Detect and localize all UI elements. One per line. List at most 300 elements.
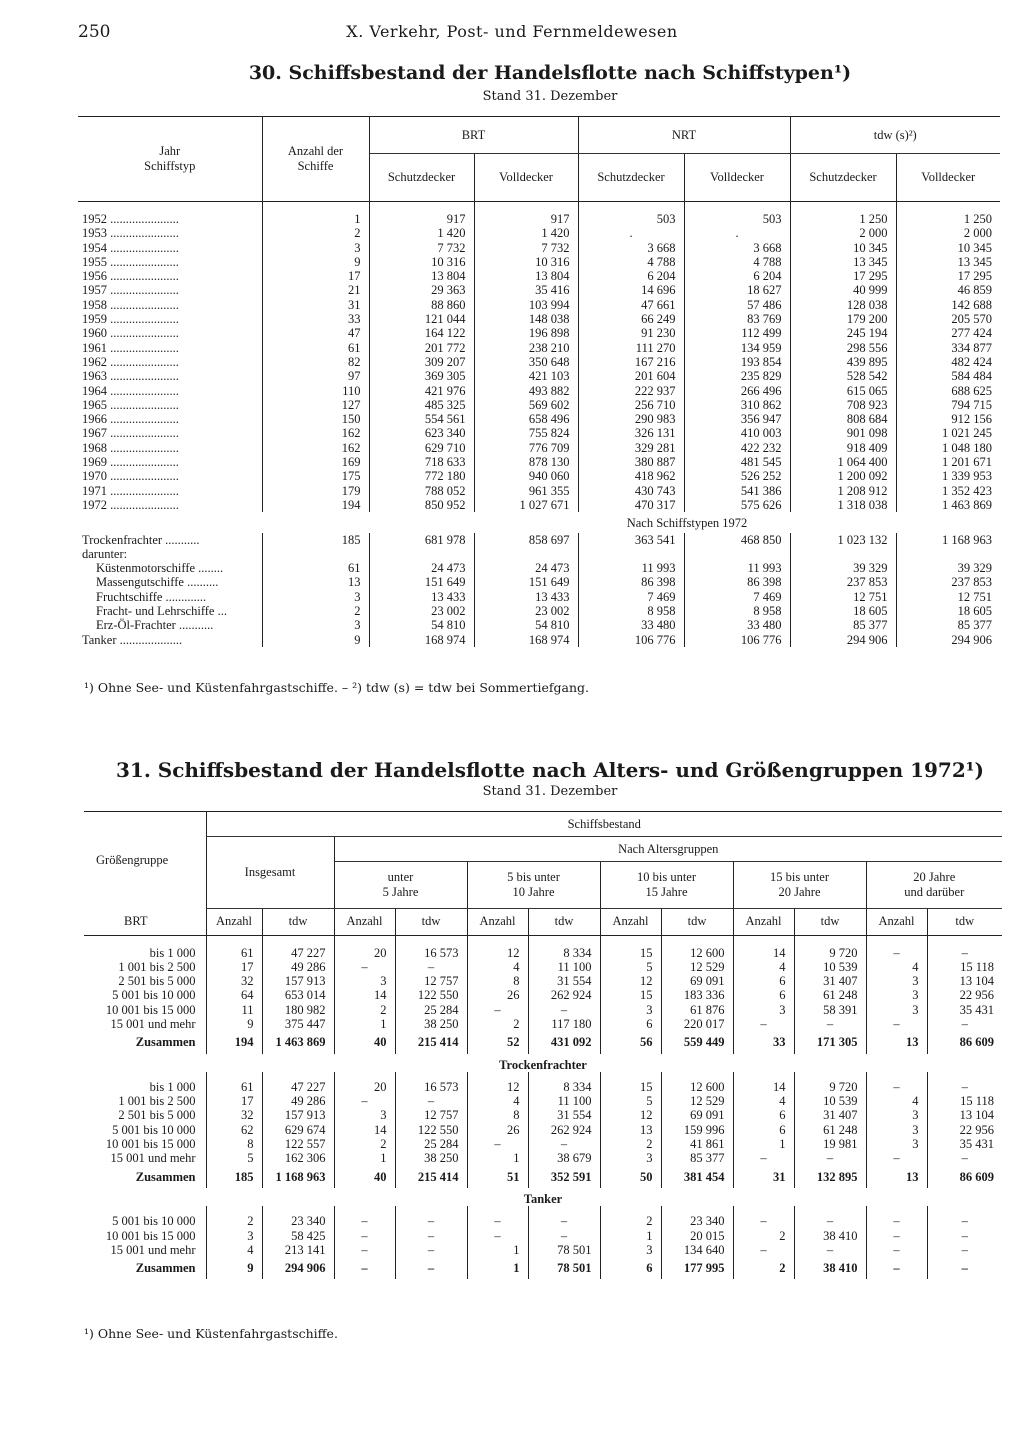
- row-label: 1962 ......................: [82, 354, 179, 369]
- table-row: [84, 1151, 1002, 1165]
- table-cell: 245 194: [790, 326, 896, 340]
- table-cell: 85 377: [896, 618, 1000, 632]
- table-cell: –: [927, 1206, 1002, 1228]
- table-cell: 9: [206, 1257, 262, 1279]
- table-cell: 11 993: [684, 561, 790, 575]
- table-cell: –: [395, 1257, 467, 1279]
- table-cell: 1 048 180: [896, 441, 1000, 455]
- row-label: 15 001 und mehr: [110, 1242, 196, 1257]
- table-cell: –: [866, 1243, 927, 1257]
- table-cell: 615 065: [790, 384, 896, 398]
- table-cell: 49 286: [262, 960, 334, 974]
- table-cell: 12 529: [661, 960, 733, 974]
- table-cell: –: [927, 935, 1002, 960]
- row-label: 5 001 bis 10 000: [112, 1122, 196, 1137]
- table-row: [78, 326, 1000, 340]
- table-cell: 9: [262, 255, 369, 269]
- table-cell: 134 959: [684, 341, 790, 355]
- row-label: Fracht- und Lehrschiffe ...: [96, 604, 227, 619]
- table-row: [84, 1108, 1002, 1122]
- table-cell: 157 913: [262, 974, 334, 988]
- table-row: [84, 1017, 1002, 1031]
- row-label: 1955 ......................: [82, 254, 179, 269]
- table-total-row: [84, 1257, 1002, 1279]
- row-label: Massengutschiffe ..........: [96, 575, 219, 590]
- table-cell: 1 201 671: [896, 455, 1000, 469]
- table-cell: 1 420: [474, 226, 578, 240]
- table-row: [78, 341, 1000, 355]
- table-cell: 2 000: [790, 226, 896, 240]
- t31-head-tdw: tdw: [927, 909, 1002, 936]
- table-cell: –: [927, 1072, 1002, 1094]
- table-cell: 185: [206, 1166, 262, 1188]
- table-cell: 13 104: [927, 974, 1002, 988]
- table-cell: 9 720: [794, 1072, 866, 1094]
- table-cell: 62: [206, 1123, 262, 1137]
- table-cell: –: [395, 1229, 467, 1243]
- table-cell: 262 924: [528, 988, 600, 1002]
- table-row: [78, 575, 1000, 589]
- table-cell: 180 982: [262, 1003, 334, 1017]
- table-cell: 51: [467, 1166, 528, 1188]
- table-cell: 262 924: [528, 1123, 600, 1137]
- table-cell: 356 947: [684, 412, 790, 426]
- table-row: [78, 226, 1000, 240]
- table-row: [78, 283, 1000, 297]
- table-cell: –: [927, 1243, 1002, 1257]
- row-label: 1 001 bis 2 500: [118, 959, 196, 974]
- table-row: [78, 590, 1000, 604]
- table-cell: 83 769: [684, 312, 790, 326]
- table-cell: 4: [733, 960, 794, 974]
- table-cell: 4: [866, 960, 927, 974]
- row-label: 1960 ......................: [82, 326, 179, 341]
- table-row: [78, 241, 1000, 255]
- table-cell: –: [395, 960, 467, 974]
- table-cell: 294 906: [896, 633, 1000, 647]
- table-cell: 179: [262, 484, 369, 498]
- table-cell: 24 473: [369, 561, 474, 575]
- table-row: [78, 202, 1000, 227]
- table-cell: 503: [578, 202, 684, 227]
- table-cell: –: [733, 1151, 794, 1165]
- table-cell: 54 810: [474, 618, 578, 632]
- table-cell: 26: [467, 988, 528, 1002]
- table-cell: 201 604: [578, 369, 684, 383]
- table-cell: 431 092: [528, 1031, 600, 1053]
- table-cell: 794 715: [896, 398, 1000, 412]
- table-cell: 47 227: [262, 1072, 334, 1094]
- table-cell: 421 103: [474, 369, 578, 383]
- t31-head-age: 5 bis unter 10 Jahre: [467, 862, 600, 909]
- table-cell: 2: [733, 1257, 794, 1279]
- row-label: Tanker ....................: [82, 632, 183, 647]
- table-cell: 61: [262, 561, 369, 575]
- table-cell: 1 250: [896, 202, 1000, 227]
- table-cell: 88 860: [369, 298, 474, 312]
- table-cell: 917: [369, 202, 474, 227]
- table-cell: 430 743: [578, 484, 684, 498]
- table-cell: 481 545: [684, 455, 790, 469]
- t31-head-anzahl: Anzahl: [334, 909, 395, 936]
- t31-head-unit: BRT: [84, 909, 206, 936]
- table-cell: 235 829: [684, 369, 790, 383]
- table-cell: 162 306: [262, 1151, 334, 1165]
- table-cell: 23 340: [262, 1206, 334, 1228]
- total-label: Zusammen: [135, 1169, 196, 1184]
- row-label: Trockenfrachter ...........: [82, 532, 200, 547]
- table-cell: 468 850: [684, 533, 790, 547]
- table-cell: 850 952: [369, 498, 474, 512]
- table-cell: 3: [262, 241, 369, 255]
- table-cell: 12: [600, 974, 661, 988]
- table-cell: 11 100: [528, 1094, 600, 1108]
- table-cell: 503: [684, 202, 790, 227]
- table-cell: 14: [334, 1123, 395, 1137]
- table-cell: 9: [206, 1017, 262, 1031]
- table-cell: 2: [206, 1206, 262, 1228]
- table-cell: –: [866, 1229, 927, 1243]
- table-row: [78, 498, 1000, 512]
- table-cell: 2: [600, 1206, 661, 1228]
- row-label: 5 001 bis 10 000: [112, 988, 196, 1003]
- row-label: 1971 ......................: [82, 483, 179, 498]
- table-cell: 776 709: [474, 441, 578, 455]
- table-row: [78, 604, 1000, 618]
- table-cell: 23 002: [369, 604, 474, 618]
- table-cell: 58 425: [262, 1229, 334, 1243]
- table-cell: 215 414: [395, 1031, 467, 1053]
- t31-head-anzahl: Anzahl: [866, 909, 927, 936]
- table-cell: 85 377: [790, 618, 896, 632]
- table-cell: 134 640: [661, 1243, 733, 1257]
- table-cell: 266 496: [684, 384, 790, 398]
- table-cell: 2 000: [896, 226, 1000, 240]
- table-cell: –: [733, 1243, 794, 1257]
- row-label: 15 001 und mehr: [110, 1151, 196, 1166]
- table-cell: 17: [206, 1094, 262, 1108]
- table-cell: –: [528, 1229, 600, 1243]
- table-cell: 151 649: [474, 575, 578, 589]
- table-cell: 410 003: [684, 426, 790, 440]
- table-cell: –: [334, 960, 395, 974]
- total-label: Zusammen: [135, 1261, 196, 1276]
- table-cell: 11 100: [528, 960, 600, 974]
- table-cell: 20: [334, 935, 395, 960]
- table-cell: 9 720: [794, 935, 866, 960]
- table-row: [84, 1123, 1002, 1137]
- table-cell: 17: [206, 960, 262, 974]
- table-cell: [262, 547, 369, 561]
- table-cell: 171 305: [794, 1031, 866, 1053]
- table-cell: 103 994: [474, 298, 578, 312]
- table-cell: 16 573: [395, 1072, 467, 1094]
- table-cell: 175: [262, 469, 369, 483]
- t31-head-top: Schiffsbestand: [206, 812, 1002, 837]
- table-cell: 157 913: [262, 1108, 334, 1122]
- t31-head-anzahl: Anzahl: [467, 909, 528, 936]
- table-row: [78, 426, 1000, 440]
- table-cell: 7 469: [578, 590, 684, 604]
- table-cell: 213 141: [262, 1243, 334, 1257]
- row-label: 10 001 bis 15 000: [105, 1228, 196, 1243]
- table-cell: 69 091: [661, 1108, 733, 1122]
- row-label: 1969 ......................: [82, 455, 179, 470]
- table-cell: 111 270: [578, 341, 684, 355]
- table-cell: 4: [733, 1094, 794, 1108]
- table-cell: 554 561: [369, 412, 474, 426]
- t31-head-tdw: tdw: [262, 909, 334, 936]
- table-cell: –: [866, 1151, 927, 1165]
- table-cell: 18 605: [896, 604, 1000, 618]
- row-label: Küstenmotorschiffe ........: [96, 561, 224, 576]
- table-cell: 681 978: [369, 533, 474, 547]
- table-cell: 3 668: [684, 241, 790, 255]
- table-cell: 15 118: [927, 960, 1002, 974]
- table-cell: 5: [600, 960, 661, 974]
- row-label: 1964 ......................: [82, 383, 179, 398]
- table-cell: –: [927, 1017, 1002, 1031]
- table-cell: 13: [866, 1166, 927, 1188]
- table-cell: 3: [262, 618, 369, 632]
- table-cell: 6: [733, 1123, 794, 1137]
- t30-head-brt: BRT: [369, 117, 578, 154]
- table-cell: 12: [467, 935, 528, 960]
- table-cell: 256 710: [578, 398, 684, 412]
- table-cell: 164 122: [369, 326, 474, 340]
- table-row: [78, 633, 1000, 647]
- table-cell: 1: [733, 1137, 794, 1151]
- row-label: 1954 ......................: [82, 240, 179, 255]
- table-cell: 1 339 953: [896, 469, 1000, 483]
- table-row: [78, 355, 1000, 369]
- table-cell: 3: [600, 1151, 661, 1165]
- table-cell: –: [794, 1243, 866, 1257]
- table-cell: –: [794, 1206, 866, 1228]
- table-cell: 878 130: [474, 455, 578, 469]
- table-cell: 3: [206, 1229, 262, 1243]
- table-cell: 23 002: [474, 604, 578, 618]
- table-cell: 159 996: [661, 1123, 733, 1137]
- table-cell: 29 363: [369, 283, 474, 297]
- table-cell: –: [334, 1206, 395, 1228]
- table-cell: 6: [600, 1017, 661, 1031]
- table-cell: 7 732: [369, 241, 474, 255]
- table-cell: 110: [262, 384, 369, 398]
- row-label: bis 1 000: [149, 945, 196, 960]
- table-cell: 168 974: [474, 633, 578, 647]
- table-cell: 86 609: [927, 1031, 1002, 1053]
- table-cell: 5: [206, 1151, 262, 1165]
- table-cell: 7 469: [684, 590, 790, 604]
- table-cell: 22 956: [927, 1123, 1002, 1137]
- table-row: [84, 1229, 1002, 1243]
- table-cell: 13 433: [369, 590, 474, 604]
- table-cell: 653 014: [262, 988, 334, 1002]
- table-cell: 439 895: [790, 355, 896, 369]
- table-cell: 193 854: [684, 355, 790, 369]
- table-cell: 375 447: [262, 1017, 334, 1031]
- table-cell: 2: [262, 226, 369, 240]
- table-cell: 2: [733, 1229, 794, 1243]
- table-cell: 54 810: [369, 618, 474, 632]
- table-row: [78, 618, 1000, 632]
- table-cell: 13 345: [790, 255, 896, 269]
- table-cell: 329 281: [578, 441, 684, 455]
- table-cell: –: [927, 1257, 1002, 1279]
- table-cell: 12 757: [395, 974, 467, 988]
- table-cell: 8: [467, 974, 528, 988]
- table-cell: 127: [262, 398, 369, 412]
- t30-head-anzahl: Anzahl der Schiffe: [262, 117, 369, 202]
- table-cell: 14 696: [578, 283, 684, 297]
- table-cell: 106 776: [684, 633, 790, 647]
- table-cell: 61 248: [794, 1123, 866, 1137]
- row-label: 1970 ......................: [82, 469, 179, 484]
- table-cell: 31 407: [794, 974, 866, 988]
- table-cell: 4: [467, 960, 528, 974]
- row-label: 1968 ......................: [82, 440, 179, 455]
- table-cell: 15: [600, 1072, 661, 1094]
- table-cell: 1 200 092: [790, 469, 896, 483]
- table-cell: 1: [600, 1229, 661, 1243]
- table-cell: 23 340: [661, 1206, 733, 1228]
- row-label: 1965 ......................: [82, 397, 179, 412]
- table-cell: 39 329: [790, 561, 896, 575]
- table-cell: 61: [262, 341, 369, 355]
- table-cell: –: [866, 1257, 927, 1279]
- table-cell: 58 391: [794, 1003, 866, 1017]
- table-cell: 485 325: [369, 398, 474, 412]
- table-cell: 49 286: [262, 1094, 334, 1108]
- table-cell: 2: [467, 1017, 528, 1031]
- table-cell: 61: [206, 1072, 262, 1094]
- table-cell: 718 633: [369, 455, 474, 469]
- table-row: [84, 974, 1002, 988]
- row-label: bis 1 000: [149, 1079, 196, 1094]
- table-cell: 12 600: [661, 1072, 733, 1094]
- table-cell: 78 501: [528, 1257, 600, 1279]
- table-cell: 14: [733, 935, 794, 960]
- table-cell: 10 345: [896, 241, 1000, 255]
- table-cell: 901 098: [790, 426, 896, 440]
- table30-subtitle: Stand 31. Dezember: [482, 89, 618, 104]
- t31-head-anzahl: Anzahl: [206, 909, 262, 936]
- table-cell: 1 168 963: [896, 533, 1000, 547]
- table-cell: 277 424: [896, 326, 1000, 340]
- table-cell: 3: [866, 974, 927, 988]
- table-cell: 3: [733, 1003, 794, 1017]
- table-cell: –: [334, 1243, 395, 1257]
- table-cell: 3: [866, 1137, 927, 1151]
- t30-head-sub: Schutzdecker: [578, 154, 684, 202]
- table-cell: –: [733, 1017, 794, 1031]
- table-row: [84, 1094, 1002, 1108]
- table-cell: 15: [600, 988, 661, 1002]
- table30-title: 30. Schiffsbestand der Handelsflotte nach Schiffstypen¹): [248, 62, 852, 84]
- t31-head-age: 10 bis unter 15 Jahre: [600, 862, 733, 909]
- table-cell: 162: [262, 441, 369, 455]
- table-cell: 6: [733, 988, 794, 1002]
- table-cell: 1 463 869: [262, 1031, 334, 1053]
- table-row: [84, 1243, 1002, 1257]
- t31-head-nach: Nach Altersgruppen: [334, 837, 1002, 862]
- table-cell: 13 433: [474, 590, 578, 604]
- table-cell: 12 751: [790, 590, 896, 604]
- table-cell: –: [927, 1229, 1002, 1243]
- row-label: 1957 ......................: [82, 283, 179, 298]
- table-cell: 237 853: [896, 575, 1000, 589]
- table-cell: 222 937: [578, 384, 684, 398]
- table-cell: 24 473: [474, 561, 578, 575]
- t31-head-tdw: tdw: [661, 909, 733, 936]
- table-cell: 3: [866, 988, 927, 1002]
- table-cell: 6: [600, 1257, 661, 1279]
- table-cell: 688 625: [896, 384, 1000, 398]
- table-cell: 1 318 038: [790, 498, 896, 512]
- table-cell: 25 284: [395, 1003, 467, 1017]
- table-cell: 35 431: [927, 1003, 1002, 1017]
- table-cell: 38 250: [395, 1151, 467, 1165]
- table-cell: 421 976: [369, 384, 474, 398]
- table-row: [78, 469, 1000, 483]
- table-cell: 940 060: [474, 469, 578, 483]
- t30-head-sub: Volldecker: [684, 154, 790, 202]
- table-cell: 66 249: [578, 312, 684, 326]
- table-cell: 150: [262, 412, 369, 426]
- t30-head-sub: Schutzdecker: [369, 154, 474, 202]
- table-cell: –: [866, 935, 927, 960]
- table-cell: 33: [733, 1031, 794, 1053]
- table-cell: 7 732: [474, 241, 578, 255]
- table-cell: 10 539: [794, 1094, 866, 1108]
- table-cell: 33: [262, 312, 369, 326]
- table-cell: 1 021 245: [896, 426, 1000, 440]
- table-cell: 162: [262, 426, 369, 440]
- t31-section-tanker: Tanker: [523, 1191, 563, 1206]
- table-cell: 309 207: [369, 355, 474, 369]
- table-cell: 1: [467, 1243, 528, 1257]
- running-head: X. Verkehr, Post- und Fernmeldewesen: [346, 22, 678, 41]
- t31-head-anzahl: Anzahl: [600, 909, 661, 936]
- table-cell: 2: [600, 1137, 661, 1151]
- table-cell: 201 772: [369, 341, 474, 355]
- row-label: 1961 ......................: [82, 340, 179, 355]
- table-cell: 858 697: [474, 533, 578, 547]
- table-cell: 13: [600, 1123, 661, 1137]
- table-cell: 169: [262, 455, 369, 469]
- table-cell: –: [794, 1017, 866, 1031]
- table-cell: 122 550: [395, 988, 467, 1002]
- table-cell: 12 600: [661, 935, 733, 960]
- table-cell: 18 605: [790, 604, 896, 618]
- table-cell: 57 486: [684, 298, 790, 312]
- table-cell: 179 200: [790, 312, 896, 326]
- table-cell: 10 539: [794, 960, 866, 974]
- table-cell: 52: [467, 1031, 528, 1053]
- table31-footnote: ¹) Ohne See- und Küstenfahrgastschiffe.: [84, 1326, 338, 1341]
- table-row: [78, 484, 1000, 498]
- table-cell: 177 995: [661, 1257, 733, 1279]
- table-cell: 3: [334, 1108, 395, 1122]
- table-cell: 4: [866, 1094, 927, 1108]
- table-cell: 20 015: [661, 1229, 733, 1243]
- table-cell: 14: [733, 1072, 794, 1094]
- t30-head-sub: Volldecker: [474, 154, 578, 202]
- t30-section-label: Nach Schiffstypen 1972: [626, 516, 748, 531]
- table-cell: 11: [206, 1003, 262, 1017]
- table-cell: 912 156: [896, 412, 1000, 426]
